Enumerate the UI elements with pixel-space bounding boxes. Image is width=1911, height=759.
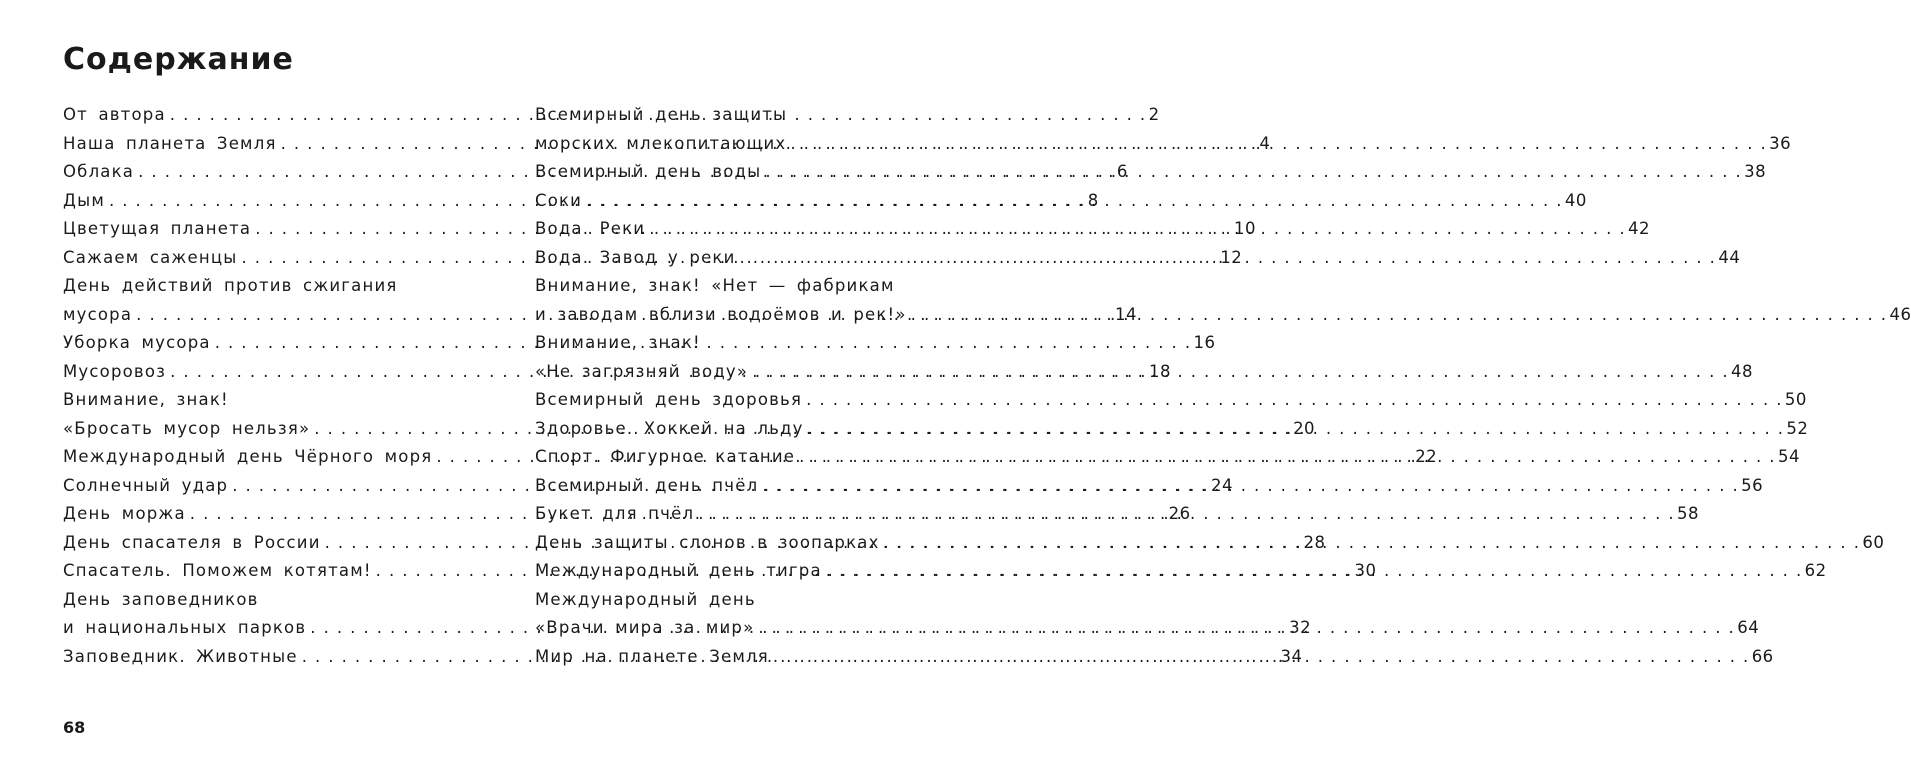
toc-entry-title: Вода. Реки: [535, 219, 646, 238]
toc-entry-title: Уборка мусора: [63, 333, 211, 352]
toc-entry-page: 4: [1259, 133, 1271, 153]
toc-entry-page: 14: [1114, 304, 1137, 324]
toc-entry-title: Внимание, знак!: [63, 390, 229, 409]
toc-entry-page: 40: [1564, 190, 1587, 210]
toc-entry-title: «Врачи мира за мир»: [535, 618, 755, 637]
toc-entry-page: 6: [1116, 162, 1128, 181]
toc-entry-page: 48: [1731, 361, 1754, 381]
toc-entry-title: День заповедников: [63, 589, 259, 609]
toc-entry-title: Цветущая планета: [63, 219, 252, 238]
dot-leader: [736, 244, 1719, 273]
toc-entry-page: 64: [1737, 618, 1760, 637]
toc-entry-continued: [63, 386, 459, 415]
toc-entry: [535, 130, 1792, 159]
toc-entry-title: Международный день Чёрного моря: [63, 447, 433, 466]
dot-leader: [802, 386, 1785, 415]
toc-entry-page: 34: [1280, 646, 1303, 666]
toc-entry-continued: [535, 586, 960, 615]
toc-entry-page: 28: [1303, 532, 1326, 552]
toc-entry-title: День моржа: [63, 504, 186, 523]
dot-leader: [769, 643, 1752, 672]
toc-entry-continued: [63, 272, 459, 301]
toc-entry-title: Сажаем саженцы: [63, 247, 238, 267]
toc-entry-page: 22: [1415, 447, 1438, 466]
toc-entry-title: Внимание, знак! «Нет — фабрикам: [535, 276, 895, 295]
toc-entry: [535, 386, 1807, 415]
dot-leader: [804, 415, 1787, 444]
toc-entry: [535, 187, 1587, 216]
toc-entry-page: 60: [1862, 532, 1885, 552]
toc-entry-continued: [535, 272, 960, 301]
toc-entry-title: морских млекопитающих: [535, 133, 787, 153]
dot-leader: [795, 443, 1778, 472]
toc-entry-page: 24: [1211, 475, 1234, 495]
toc-entry-page: 42: [1628, 219, 1651, 238]
toc-entry-title: День защиты слонов в зоопарках: [535, 532, 880, 552]
toc-entry-page: 20: [1293, 418, 1316, 438]
toc-entry-title: Дым: [63, 190, 105, 210]
toc-entry-title: Всемирный день пчёл: [535, 475, 759, 495]
toc-entry-title: Облака: [63, 162, 135, 181]
page-title: Содержание: [63, 42, 294, 77]
toc-entry-page: 36: [1769, 133, 1792, 153]
toc-entry-continued: [535, 101, 960, 130]
toc-entry-page: 12: [1220, 247, 1243, 267]
toc-entry-title: Спасатель. Поможем котятам!: [63, 561, 372, 580]
dot-leader: [880, 529, 1863, 558]
toc-entry-title: Внимание, знак!: [535, 333, 701, 352]
toc-entry-page: 66: [1751, 646, 1774, 666]
dot-leader: [822, 557, 1805, 586]
toc-entry-page: 44: [1718, 247, 1741, 267]
toc-entry-title: Международный день: [535, 589, 756, 609]
dot-leader: [758, 472, 1741, 501]
toc-entry-title: От автора: [63, 105, 166, 124]
toc-entry-title: Букет для пчёл: [535, 504, 695, 523]
toc-entry-page: 46: [1889, 304, 1911, 324]
toc-entry-page: 58: [1677, 504, 1700, 523]
toc-entry-title: День спасателя в России: [63, 532, 321, 552]
toc-entry-continued: [535, 329, 960, 358]
toc-entry-title: и заводам вблизи водоёмов и рек!»: [535, 304, 907, 324]
toc-entry-page: 26: [1168, 504, 1191, 523]
toc-entry-title: Заповедник. Животные: [63, 646, 298, 666]
toc-entry-title: Мир на планете Земля: [535, 646, 769, 666]
toc-entry-title: Вода. Завод у реки: [535, 247, 736, 267]
toc-entry-page: 50: [1784, 390, 1807, 409]
dot-leader: [748, 358, 1731, 387]
toc-entry-title: Мусоровоз: [63, 361, 167, 381]
page-number: 68: [63, 718, 86, 737]
toc-entry-page: 62: [1804, 561, 1827, 580]
toc-entry-page: 8: [1087, 190, 1099, 210]
dot-leader: [582, 187, 1565, 216]
toc-entry-title: Международный день тигра: [535, 561, 822, 580]
toc-entry-page: 16: [1193, 333, 1216, 352]
dot-leader: [786, 130, 1769, 159]
toc-entry-title: «Не загрязняй воду»: [535, 361, 749, 381]
toc-entry-title: и национальных парков: [63, 618, 307, 637]
toc-entry-title: Солнечный удар: [63, 475, 229, 495]
toc-entry-page: 32: [1289, 618, 1312, 637]
dot-leader: [694, 500, 1677, 529]
toc-entry-title: Всемирный день здоровья: [535, 390, 803, 409]
toc-entry-page: 2: [1148, 105, 1160, 124]
dot-leader: [761, 158, 1744, 187]
dot-leader: [754, 614, 1737, 643]
toc-entry-page: 54: [1777, 447, 1800, 466]
toc-entry-title: Наша планета Земля: [63, 133, 277, 153]
toc-entry-page: 18: [1148, 361, 1171, 381]
toc-entry-title: Всемирный день защиты: [535, 105, 788, 124]
toc-entry-title: «Бросать мусор нельзя»: [63, 418, 311, 438]
toc-entry-page: 56: [1741, 475, 1764, 495]
toc-entry-title: Всемирный день воды: [535, 162, 762, 181]
dot-leader: [907, 301, 1890, 330]
toc-entry-page: 10: [1234, 219, 1257, 238]
toc-entry-page: 52: [1786, 418, 1809, 438]
toc-entry-title: мусора: [63, 304, 133, 324]
toc-entry-page: 30: [1354, 561, 1377, 580]
toc-entry: [535, 158, 1767, 187]
toc-entry-title: День действий против сжигания: [63, 276, 398, 295]
toc-entry-page: 38: [1744, 162, 1767, 181]
dot-leader: [645, 215, 1628, 244]
toc-entry-continued: [63, 586, 459, 615]
toc-entry-title: Спорт. Фигурное катание: [535, 447, 796, 466]
toc-entry-title: Соки: [535, 190, 583, 210]
toc-entry-title: Здоровье. Хоккей на льду: [535, 418, 804, 438]
